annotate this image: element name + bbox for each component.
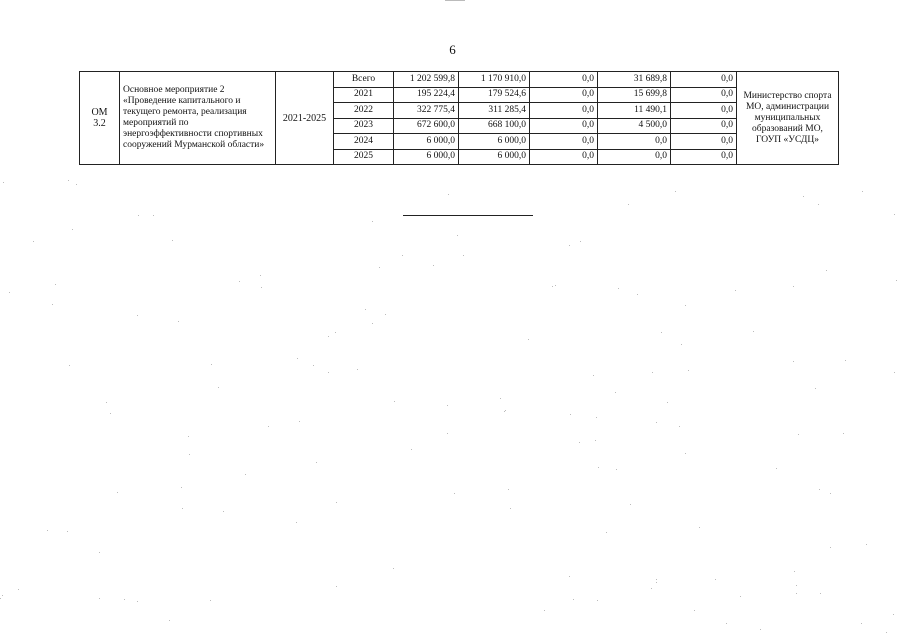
total-cell: 195 224,4 xyxy=(394,87,459,103)
regional-budget-cell: 668 100,0 xyxy=(459,118,530,134)
scan-speck xyxy=(579,442,580,443)
scan-speck xyxy=(886,632,887,633)
scan-speck xyxy=(99,598,100,599)
scan-speck xyxy=(793,361,794,362)
scan-speck xyxy=(245,474,246,475)
scan-speck xyxy=(411,449,412,450)
scan-speck xyxy=(796,585,797,586)
scan-speck xyxy=(815,388,816,389)
scan-speck xyxy=(268,426,269,427)
total-cell: 6 000,0 xyxy=(394,134,459,150)
scan-speck xyxy=(555,285,556,286)
scan-speck xyxy=(379,267,380,268)
scan-speck xyxy=(760,629,761,630)
scan-speck xyxy=(510,508,511,509)
scan-speck xyxy=(2,595,3,596)
scan-speck xyxy=(661,332,662,333)
scan-speck xyxy=(803,196,804,197)
scan-speck xyxy=(153,215,154,216)
scan-speck xyxy=(596,417,597,418)
scan-speck xyxy=(580,241,581,242)
total-cell: 322 775,4 xyxy=(394,103,459,119)
executors-cell: Министерство спорта МО, администрации муниципальных образований МО, ГОУП «УСДЦ» xyxy=(737,72,839,165)
scan-speck xyxy=(544,610,545,611)
scan-speck xyxy=(862,191,863,192)
scan-speck xyxy=(328,336,329,337)
scan-speck xyxy=(454,493,455,494)
scan-speck xyxy=(106,402,107,403)
scan-speck xyxy=(681,344,682,345)
scan-speck xyxy=(637,294,638,295)
scan-speck xyxy=(138,215,139,216)
scan-speck xyxy=(124,599,125,600)
total-cell: 672 600,0 xyxy=(394,118,459,134)
scan-speck xyxy=(182,508,183,509)
scan-speck xyxy=(328,372,329,373)
scan-speck xyxy=(463,255,464,256)
scan-speck xyxy=(393,568,394,569)
scan-speck xyxy=(335,332,336,333)
scan-speck xyxy=(861,623,862,624)
year-cell: 2025 xyxy=(334,149,394,165)
activity-period: 2021-2025 xyxy=(276,72,334,165)
activity-code-prefix: ОМ xyxy=(91,107,108,118)
scan-speck xyxy=(110,413,111,414)
other-sources-cell: 0,0 xyxy=(671,72,737,88)
scan-speck xyxy=(76,184,77,185)
scan-speck xyxy=(394,401,395,402)
scan-speck xyxy=(830,547,831,548)
scan-speck xyxy=(67,531,68,532)
scan-speck xyxy=(679,426,680,427)
scan-speck xyxy=(866,544,867,545)
scan-speck xyxy=(313,365,314,366)
municipal-budget-cell: 4 500,0 xyxy=(598,118,671,134)
scan-speck xyxy=(448,194,449,195)
scan-speck xyxy=(528,339,529,340)
municipal-budget-cell: 15 699,8 xyxy=(598,87,671,103)
scan-speck xyxy=(593,375,594,376)
scan-speck xyxy=(433,265,434,266)
scan-speck xyxy=(402,255,403,256)
municipal-budget-cell: 0,0 xyxy=(598,149,671,165)
scan-speck xyxy=(894,214,895,215)
scan-speck xyxy=(819,489,820,490)
scan-speck xyxy=(0,598,1,599)
regional-budget-cell: 6 000,0 xyxy=(459,134,530,150)
scan-speck xyxy=(447,433,448,434)
scan-speck xyxy=(172,240,173,241)
scan-speck xyxy=(223,511,224,512)
scan-speck xyxy=(336,586,337,587)
scan-speck xyxy=(211,364,212,365)
other-sources-cell: 0,0 xyxy=(671,134,737,150)
scan-speck xyxy=(181,487,182,488)
scan-speck xyxy=(843,433,844,434)
scan-speck xyxy=(595,440,596,441)
scan-speck xyxy=(685,453,686,454)
scan-speck xyxy=(618,288,619,289)
scan-speck xyxy=(798,434,799,435)
scan-speck xyxy=(699,527,700,528)
scan-speck xyxy=(606,532,607,533)
municipal-budget-cell: 11 490,1 xyxy=(598,103,671,119)
scan-speck xyxy=(178,321,179,322)
scan-speck xyxy=(385,314,386,315)
regional-budget-cell: 179 524,6 xyxy=(459,87,530,103)
scan-speck xyxy=(117,492,118,493)
scan-speck xyxy=(372,323,373,324)
scan-speck xyxy=(169,620,170,621)
scan-speck xyxy=(615,392,616,393)
activity-code-cell xyxy=(80,72,120,165)
total-cell: 1 202 599,8 xyxy=(394,72,459,88)
scan-speck xyxy=(69,365,70,366)
scan-speck xyxy=(793,286,794,287)
federal-budget-cell: 0,0 xyxy=(530,103,598,119)
scan-speck xyxy=(504,411,505,412)
total-cell: 6 000,0 xyxy=(394,149,459,165)
scan-speck xyxy=(628,204,629,205)
scan-speck xyxy=(656,582,657,583)
scan-speck xyxy=(239,281,240,282)
scan-speck xyxy=(9,292,10,293)
scan-speck xyxy=(505,410,506,411)
municipal-budget-cell: 31 689,8 xyxy=(598,72,671,88)
scan-speck xyxy=(218,387,219,388)
scan-speck xyxy=(365,309,366,310)
activity-code-number: 3.2 xyxy=(93,118,106,129)
other-sources-cell: 0,0 xyxy=(671,118,737,134)
scan-speck xyxy=(372,221,373,222)
table-row xyxy=(80,72,839,88)
scan-speck xyxy=(357,369,358,370)
other-sources-cell: 0,0 xyxy=(671,103,737,119)
scan-speck xyxy=(656,422,657,423)
scan-speck xyxy=(210,600,211,601)
year-cell: 2023 xyxy=(334,118,394,134)
scan-speck xyxy=(726,623,727,624)
scan-speck xyxy=(796,593,797,594)
scan-speck xyxy=(189,454,190,455)
scan-speck xyxy=(735,290,736,291)
scan-speck xyxy=(685,305,686,306)
scan-speck xyxy=(597,600,598,601)
scan-speck xyxy=(447,405,448,406)
scan-speck xyxy=(18,589,19,590)
scan-speck xyxy=(652,372,653,373)
year-cell: 2021 xyxy=(334,87,394,103)
scan-speck xyxy=(457,235,458,236)
year-cell: 2024 xyxy=(334,134,394,150)
scan-speck xyxy=(33,241,34,242)
other-sources-cell: 0,0 xyxy=(671,87,737,103)
scan-speck xyxy=(845,360,846,361)
scan-speck xyxy=(794,571,795,572)
scan-speck xyxy=(651,588,652,589)
scan-speck xyxy=(3,182,4,183)
scan-speck xyxy=(260,275,261,276)
scan-speck xyxy=(296,522,297,523)
closing-separator-line xyxy=(403,215,533,216)
scan-speck xyxy=(569,245,570,246)
scan-speck xyxy=(68,180,69,181)
federal-budget-cell: 0,0 xyxy=(530,149,598,165)
scan-speck xyxy=(137,315,138,316)
federal-budget-cell: 0,0 xyxy=(530,134,598,150)
regional-budget-cell: 1 170 910,0 xyxy=(459,72,530,88)
scan-speck xyxy=(261,287,262,288)
scan-speck xyxy=(52,304,53,305)
scan-speck xyxy=(552,286,553,287)
scan-speck xyxy=(656,579,657,580)
scan-speck xyxy=(573,599,574,600)
scan-speck xyxy=(297,358,298,359)
scan-speck xyxy=(55,284,56,285)
page-number: 6 xyxy=(449,42,456,57)
scan-speck xyxy=(616,469,617,470)
scan-speck xyxy=(896,280,897,281)
scan-speck xyxy=(675,191,676,192)
scan-speck xyxy=(894,372,895,373)
scan-speck xyxy=(688,370,689,371)
scan-speck xyxy=(818,204,819,205)
top-scan-mark xyxy=(445,0,465,1)
federal-budget-cell: 0,0 xyxy=(530,118,598,134)
scan-speck xyxy=(188,436,189,437)
activity-name: Основное мероприятие 2 «Проведение капитального и текущего ремонта, реализация мероприятий по энергоэффективности спортивных сооружений Мурманской области» xyxy=(120,72,276,165)
scan-speck xyxy=(715,579,716,580)
scan-speck xyxy=(508,489,509,490)
scan-speck xyxy=(500,398,501,399)
other-sources-cell: 0,0 xyxy=(671,149,737,165)
scan-speck xyxy=(72,229,73,230)
scan-speck xyxy=(740,596,741,597)
scan-speck xyxy=(830,493,831,494)
scan-speck xyxy=(630,504,631,505)
scan-speck xyxy=(570,414,571,415)
program-activity-table xyxy=(79,71,839,165)
scan-speck xyxy=(776,468,777,469)
year-cell: Всего xyxy=(334,72,394,88)
scan-speck xyxy=(137,601,138,602)
scan-speck xyxy=(694,610,695,611)
scan-speck xyxy=(316,462,317,463)
scan-speck xyxy=(826,270,827,271)
scan-speck xyxy=(667,402,668,403)
federal-budget-cell: 0,0 xyxy=(530,72,598,88)
scan-speck xyxy=(893,614,894,615)
scan-speck xyxy=(336,502,337,503)
year-cell: 2022 xyxy=(334,103,394,119)
federal-budget-cell: 0,0 xyxy=(530,87,598,103)
regional-budget-cell: 6 000,0 xyxy=(459,149,530,165)
scan-speck xyxy=(753,331,754,332)
scan-speck xyxy=(820,593,821,594)
scan-speck xyxy=(598,467,599,468)
scan-speck xyxy=(569,576,570,577)
scan-speck xyxy=(299,421,300,422)
scan-speck xyxy=(47,530,48,531)
regional-budget-cell: 311 285,4 xyxy=(459,103,530,119)
municipal-budget-cell: 0,0 xyxy=(598,134,671,150)
scan-speck xyxy=(99,552,100,553)
